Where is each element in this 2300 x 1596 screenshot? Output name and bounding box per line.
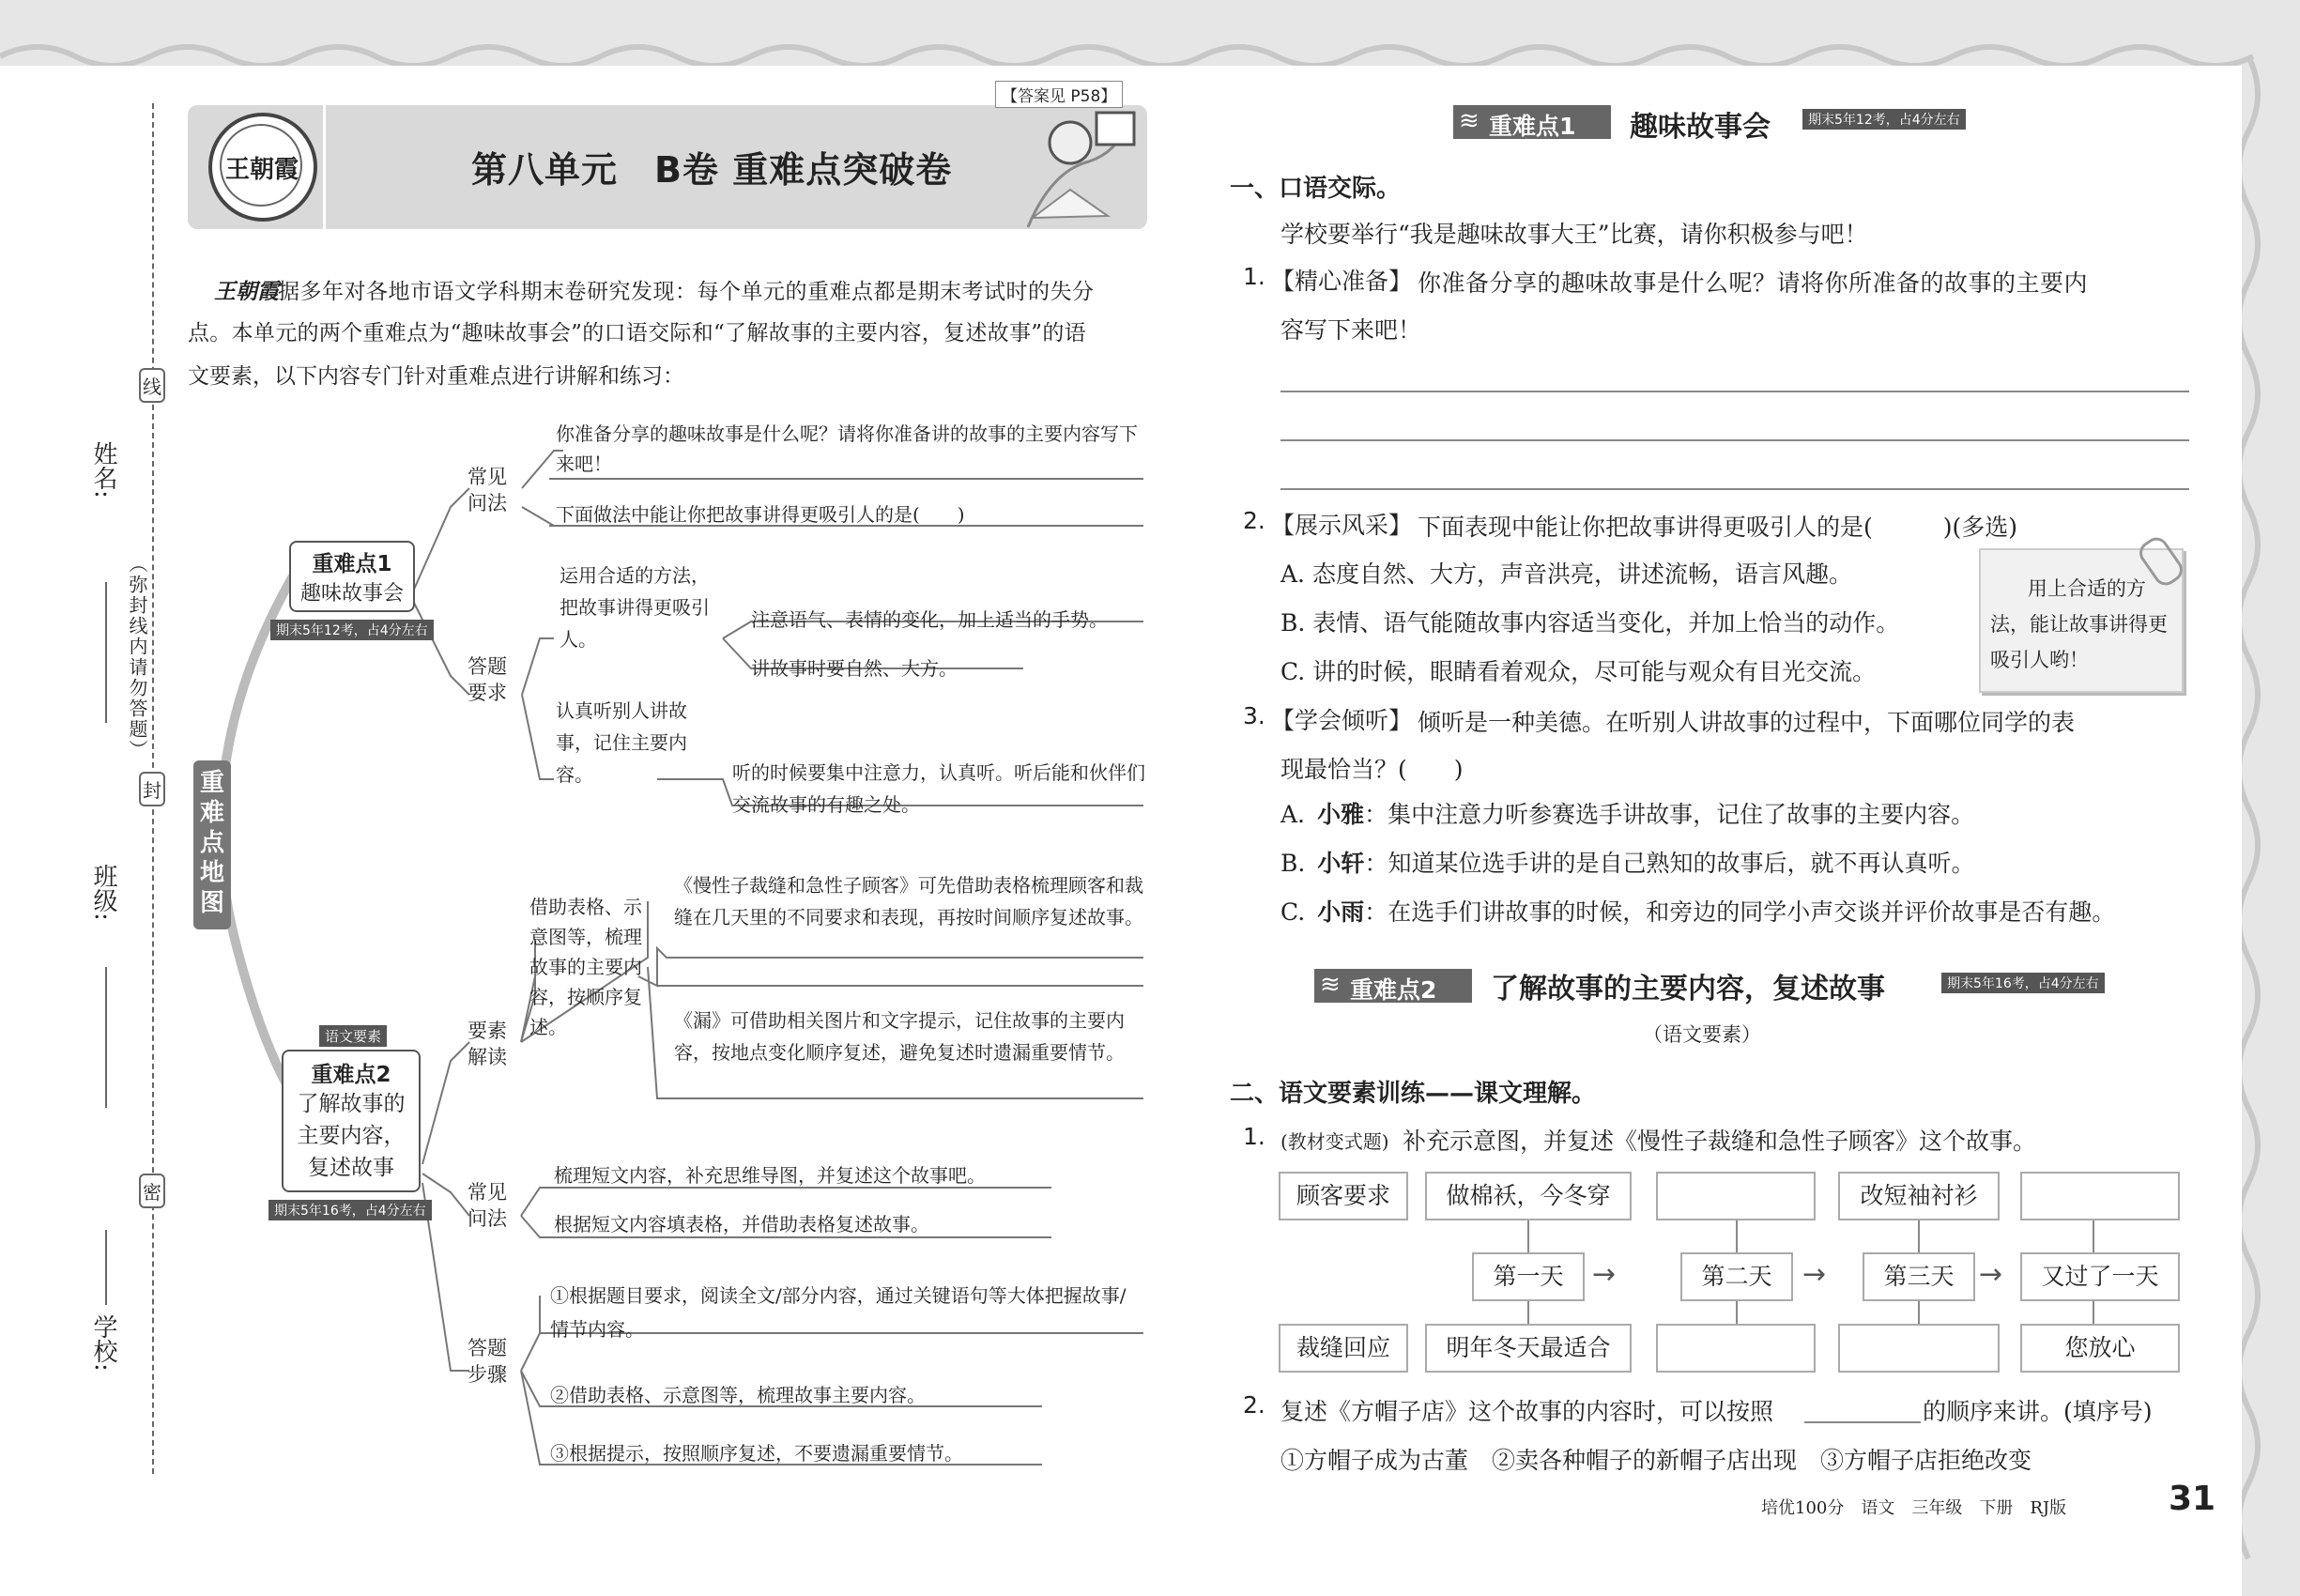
b2-sub-1-item-2: 讲故事时要自然、大方。 [751,657,958,680]
diagram-top-0: 顾客要求 [1279,1172,1408,1220]
node-keypoint-2-tag: 语文要素 [319,1025,387,1047]
q5-text-b: 的顺序来讲。(填序号) [1923,1398,2153,1425]
diagram-arrow-3: → [1979,1258,2003,1291]
branch-answer-steps: 答题步骤 [468,1337,507,1386]
b3-item-2: 《漏》可借助相关图片和文字提示，记住故事的主要内容，按地点变化顺序复述，避免复述时遗漏重要情节。 [674,1009,1125,1064]
b2-sub-2-item: 听的时候要集中注意力，认真听。听后能和伙伴们交流故事的有趣之处。 [732,761,1145,816]
diagram-top-3: 改短袖衬衫 [1838,1172,2000,1220]
no-answer-note: （弥封线内请勿答题） [126,554,148,760]
kp1-stat: 期末5年12考，占4分左右 [1802,109,1966,130]
q3-option-c-key: C. [1280,898,1306,926]
b5-item-2: ②借助表格、示意图等，梳理故事主要内容。 [550,1384,926,1406]
b2-sub-1: 运用合适的方法，把故事讲得更吸引人。 [560,564,710,651]
name-label: 姓名: [89,441,117,499]
q5-options: ①方帽子成为古董 ②卖各种帽子的新帽子店出现 ③方帽子店拒绝改变 [1280,1447,2032,1474]
class-label: 班级: [89,864,117,921]
q3-option-a-name: 小雅 [1317,801,1365,828]
q5-answer-blank[interactable] [1804,1421,1921,1423]
node-keypoint-1-stat: 期末5年12考，占4分左右 [270,620,434,640]
section-1-heading: 一、口语交际。 [1230,175,1402,203]
diagram-top-2-blank[interactable] [1656,1172,1816,1220]
diagram-bottom-3-blank[interactable] [1838,1324,2000,1373]
intro-line-1: 据多年对各地市语文学科期末卷研究发现：每个单元的重难点都是期末考试时的失分 [278,280,1095,304]
kp2-subtitle: （语文要素） [1643,1023,1761,1046]
section-1-intro: 学校要举行“我是趣味故事大王”比赛，请你积极参与吧！ [1280,221,1868,248]
b4-item-2: 根据短文内容填表格，并借助表格复述故事。 [554,1213,929,1235]
intro-line-2: 点。本单元的两个重难点为“趣味故事会”的口语交际和“了解故事的主要内容，复述故事”的语 [188,321,1086,345]
diagram-bottom-0: 裁缝回应 [1279,1324,1408,1373]
q1-number: 1. [1243,263,1265,290]
b3-sub: 借助表格、示意图等，梳理故事的主要内容，按顺序复述。 [529,896,642,1038]
b2-sub-1-item-1: 注意语气、表情的变化，加上适当的手势。 [751,608,1108,631]
q1-tag: 【精心准备】 [1271,268,1413,295]
node-keypoint-1-subtitle: 趣味故事会 [299,582,404,606]
q4-text: 补充示意图，并复述《慢性子裁缝和急性子顾客》这个故事。 [1403,1128,2037,1155]
b1-item-2: 下面做法中能让你把故事讲得更吸引人的是( ) [556,503,965,526]
kp2-wave-icon: ≋ [1320,971,1341,999]
q3-option-c-text: ：在选手们讲故事的时候，和旁边的同学小声交谈并评价故事是否有趣。 [1364,898,2116,926]
q5-number: 2. [1243,1391,1265,1419]
branch-common-questions-2: 常见问法 [468,1181,507,1230]
q4-number: 1. [1243,1123,1265,1150]
q1-text-2: 容写下来吧！ [1280,316,1422,344]
node-keypoint-2-subtitle: 了解故事的主要内容，复述故事 [297,1092,406,1180]
b1-item-1: 你准备分享的趣味故事是什么呢？请将你准备讲的故事的主要内容写下来吧！ [556,422,1138,475]
q3-text: 倾听是一种美德。在听别人讲故事的过程中，下面哪位同学的表 [1418,709,2076,736]
kp2-title: 了解故事的主要内容，复述故事 [1491,973,1885,1005]
b5-item-3: ③根据提示，按照顺序复述，不要遗漏重要情节。 [550,1442,963,1465]
footer-info: 培优100分 语文 三年级 下册 RJ版 [1761,1498,2067,1518]
intro-brand: 王朝霞 [214,279,279,304]
kp1-badge-label: 重难点1 [1489,113,1576,140]
kp1-wave-icon: ≋ [1459,107,1480,135]
q2-tag: 【展示风采】 [1271,512,1413,539]
seal-mark-secret: 密 [139,1174,165,1208]
seal-mark-line: 线 [139,368,165,403]
q2-text: 下面表现中能让你把故事讲得更吸引人的是( )(多选) [1418,514,2018,541]
q2-option-a[interactable]: A. 态度自然、大方，声音洪亮，讲述流畅，语言风趣。 [1280,560,1852,588]
diagram-bottom-2-blank[interactable] [1656,1324,1816,1373]
q2-option-b[interactable]: B. 表情、语气能随故事内容适当变化，并加上恰当的动作。 [1280,609,1900,637]
diagram-day-2: 第二天 [1680,1252,1793,1301]
intro-line-3: 文要素，以下内容专门针对重难点进行讲解和练习： [188,364,684,389]
brand-logo-text: 王朝霞 [225,156,299,184]
seal-mark-seal: 封 [139,772,165,806]
q3-tag: 【学会倾听】 [1271,707,1413,734]
q5-text-a: 复述《方帽子店》这个故事的内容时，可以按照 [1280,1398,1774,1425]
diagram-day-4: 又过了一天 [2020,1252,2180,1301]
q2-option-c[interactable]: C. 讲的时候，眼睛看着观众，尽可能与观众有目光交流。 [1280,658,1877,685]
b4-item-1: 梳理短文内容，补充思维导图，并复述这个故事吧。 [554,1164,986,1187]
page-title: 第八单元 B卷 重难点突破卷 [471,149,953,191]
kp1-title: 趣味故事会 [1630,111,1771,144]
kp2-stat: 期末5年16考，占4分左右 [1941,973,2105,993]
node-keypoint-2-title: 重难点2 [311,1063,391,1087]
branch-element-interpretation: 要素解读 [468,1020,507,1068]
mindmap-root-label: 重难点地图 [199,769,224,917]
tip-note-text: 用上合适的方法，能让故事讲得更吸引人哟！ [1990,577,2168,671]
diagram-bottom-1: 明年冬天最适合 [1425,1324,1632,1373]
node-keypoint-2-stat: 期末5年16考，占4分左右 [268,1200,432,1220]
q4-tag: (教材变式题) [1280,1130,1389,1153]
page-number: 31 [2169,1480,2216,1518]
q3-option-b-key: B. [1280,850,1306,877]
section-2-heading: 二、语文要素训练——课文理解。 [1230,1080,1597,1108]
q1-text: 你准备分享的趣味故事是什么呢？请将你所准备的故事的主要内 [1418,269,2089,297]
diagram-day-1: 第一天 [1472,1252,1585,1301]
q3-text-2: 现最恰当？( ) [1280,756,1464,783]
diagram-bottom-4: 您放心 [2020,1324,2180,1373]
diagram-arrow-2: → [1802,1258,1827,1291]
q3-option-a-key: A. [1280,801,1306,828]
q3-option-a-text: ：集中注意力听参赛选手讲故事，记住了故事的主要内容。 [1364,801,1975,828]
branch-answer-requirements: 答题要求 [468,655,507,704]
q3-option-c-name: 小雨 [1317,898,1365,926]
diagram-top-4-blank[interactable] [2020,1172,2180,1220]
q3-number: 3. [1243,702,1265,729]
node-keypoint-1-title: 重难点1 [312,552,392,576]
diagram-top-1: 做棉袄，今冬穿 [1425,1172,1632,1220]
q3-option-b-text: ：知道某位选手讲的是自己熟知的故事后，就不再认真听。 [1364,850,1975,877]
b2-sub-2: 认真听别人讲故事，记住主要内容。 [556,699,687,786]
q2-number: 2. [1243,507,1265,534]
diagram-arrow-1: → [1592,1258,1617,1291]
b3-item-1: 《慢性子裁缝和急性子顾客》可先借助表格梳理顾客和裁缝在几天里的不同要求和表现，再按时间顺序复述故事。 [674,874,1143,928]
diagram-day-3: 第三天 [1863,1252,1975,1301]
kp2-badge-label: 重难点2 [1350,976,1437,1004]
branch-common-questions-1: 常见问法 [468,466,507,514]
answer-reference: 【答案见 P58】 [995,81,1123,108]
school-label: 学校: [89,1314,117,1372]
q3-option-b-name: 小轩 [1317,850,1365,877]
b5-item-1: ①根据题目要求，阅读全文/部分内容，通过关键语句等大体把握故事/情节内容。 [550,1284,1127,1341]
